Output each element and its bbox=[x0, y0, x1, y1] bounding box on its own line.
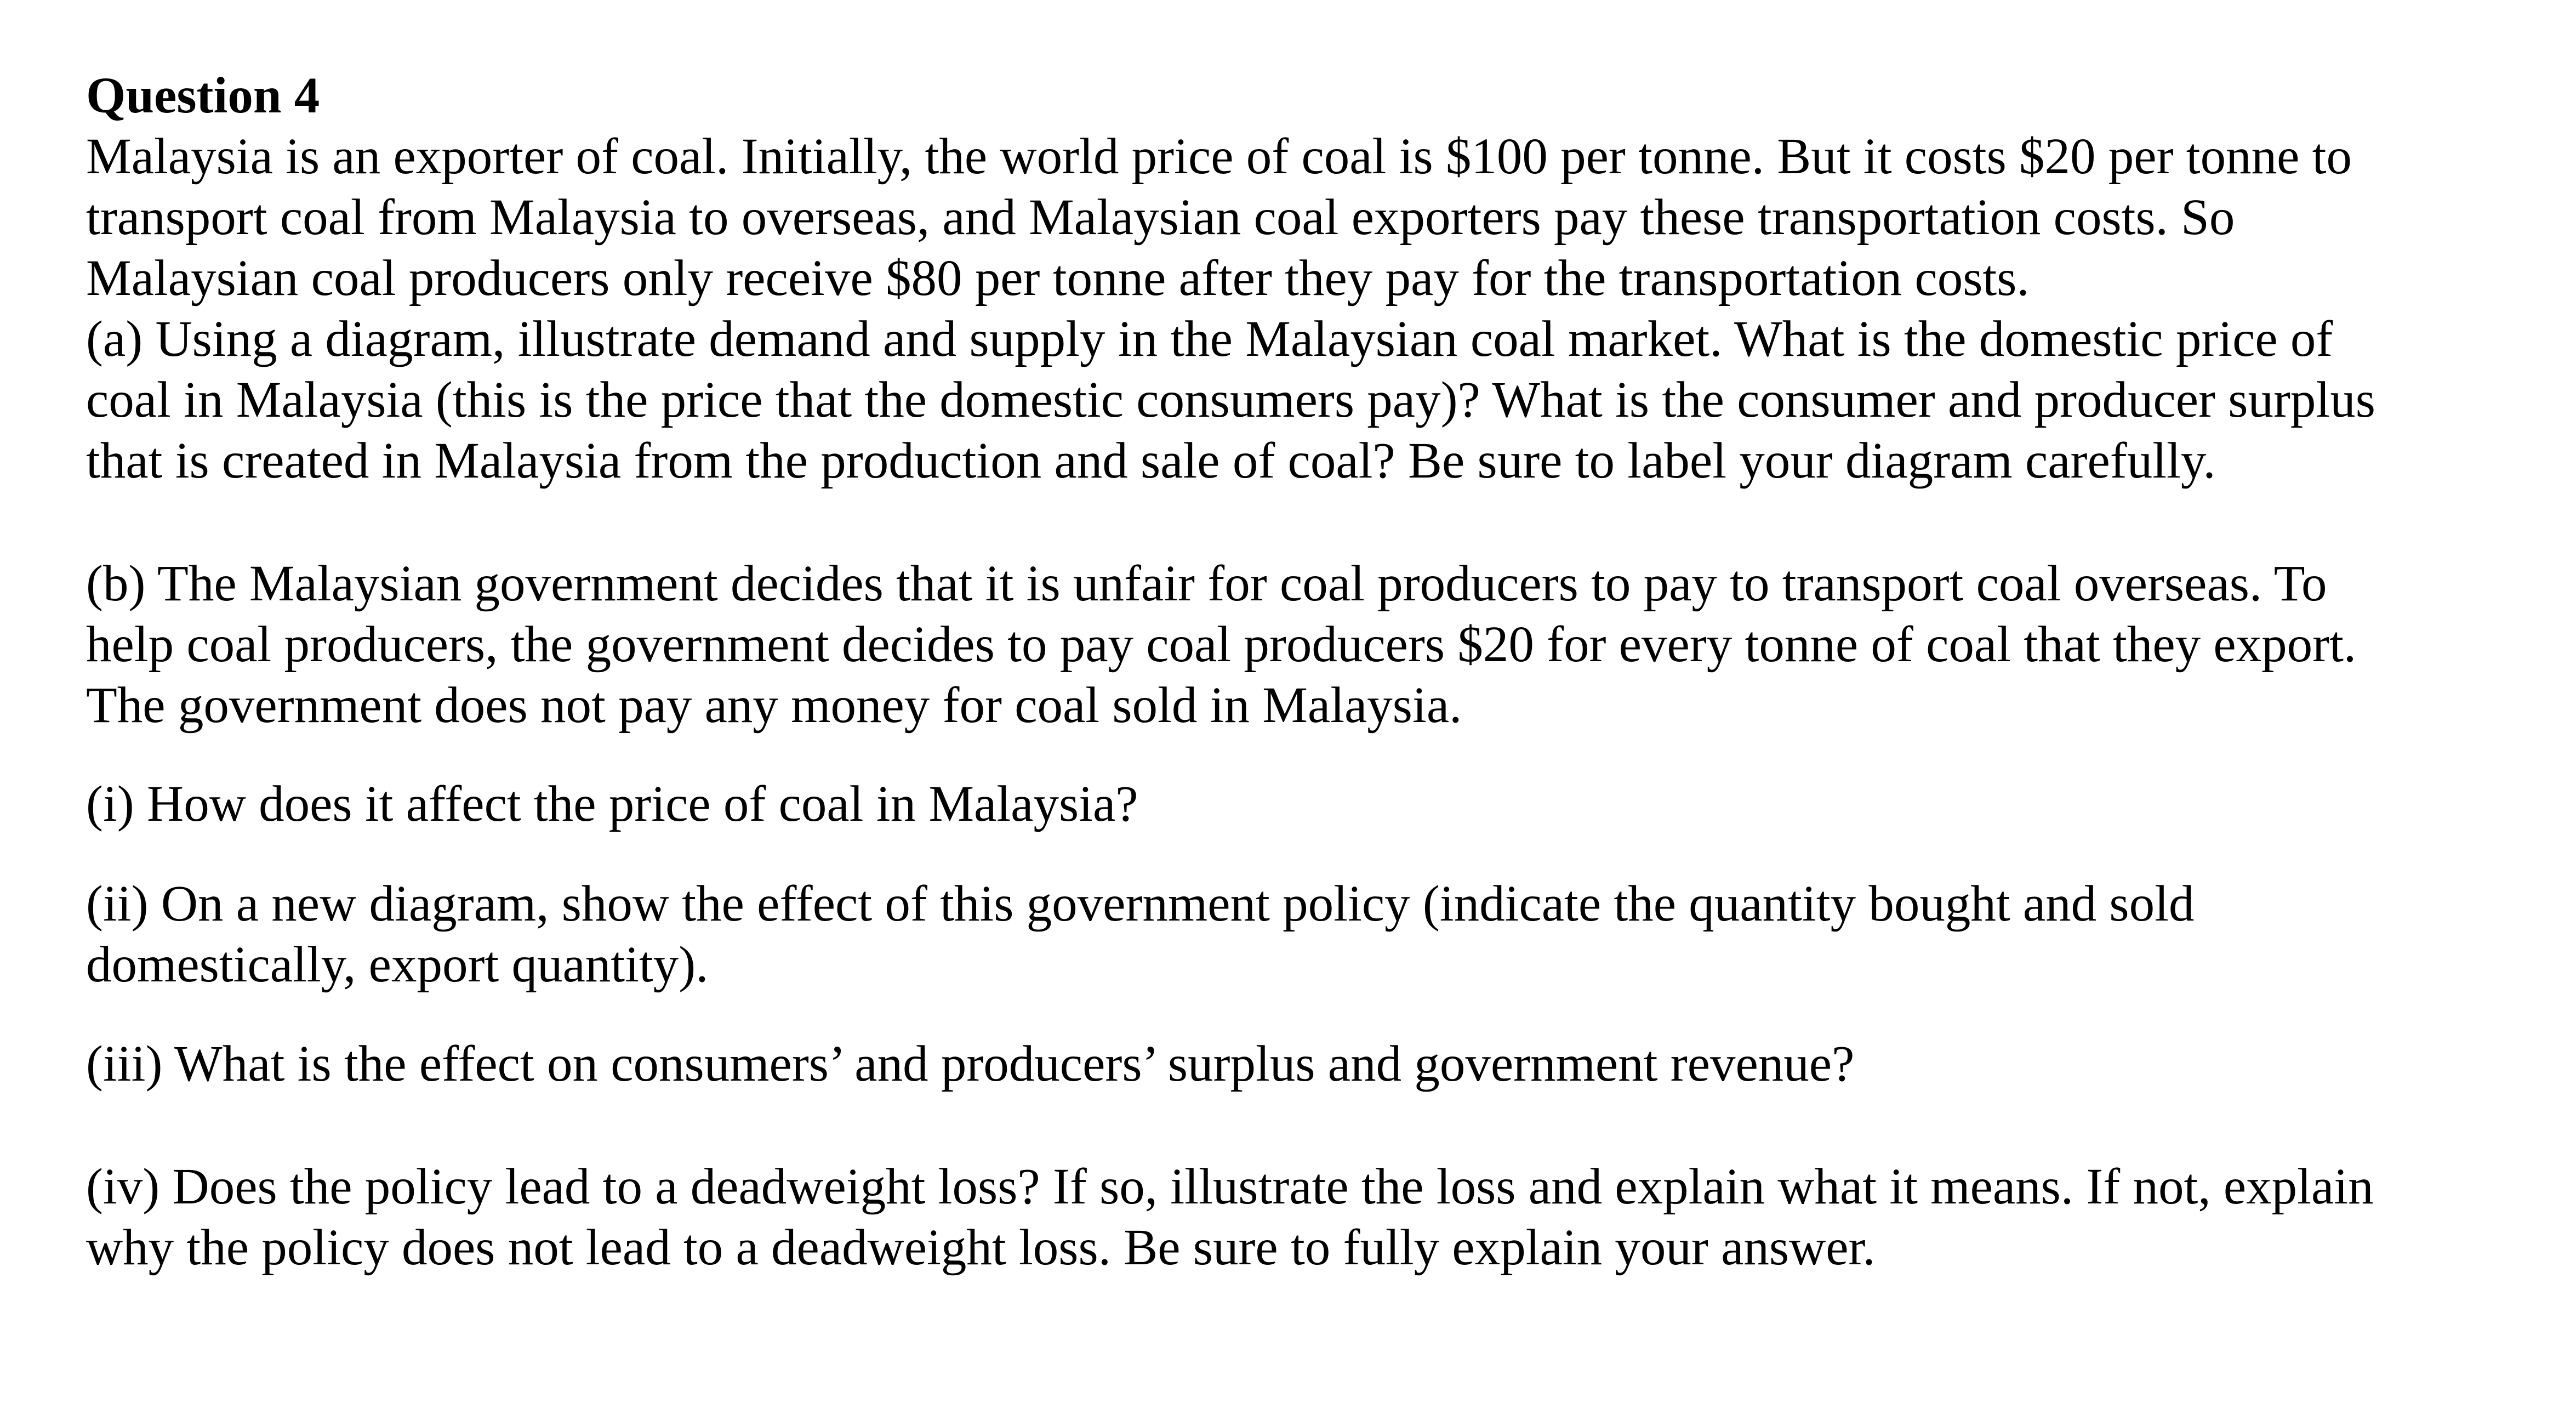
part-b-ii-line-2: domestically, export quantity). bbox=[86, 936, 709, 993]
part-b-i-line-1: (i) How does it affect the price of coal in Malaysia? bbox=[86, 776, 1138, 832]
part-b-iv-line-2: why the policy does not lead to a deadweight loss. Be sure to fully explain your answer. bbox=[86, 1219, 1876, 1276]
part-b-iii-line-1: (iii) What is the effect on consumers’ and producers’ surplus and government revenue? bbox=[86, 1036, 1855, 1092]
question-title: Question 4 bbox=[86, 67, 320, 124]
part-b-line-1: (b) The Malaysian government decides that it is unfair for coal producers to pay to transport coal overseas. To bbox=[86, 555, 2327, 612]
intro-line-3: Malaysian coal producers only receive $80 per tonne after they pay for the transportation costs. bbox=[86, 250, 2030, 306]
part-b-ii-line-1: (ii) On a new diagram, show the effect of this government policy (indicate the quantity bought and sold bbox=[86, 876, 2195, 932]
part-a-line-3: that is created in Malaysia from the production and sale of coal? Be sure to label your diagram carefully. bbox=[86, 433, 2216, 489]
part-b-iv-line-1: (iv) Does the policy lead to a deadweight loss? If so, illustrate the loss and explain what it means. If not, explain bbox=[86, 1158, 2374, 1215]
intro-line-2: transport coal from Malaysia to overseas, and Malaysian coal exporters pay these transportation costs. So bbox=[86, 189, 2235, 246]
part-b-line-3: The government does not pay any money for coal sold in Malaysia. bbox=[86, 677, 1462, 734]
part-a-line-2: coal in Malaysia (this is the price that the domestic consumers pay)? What is the consumer and producer surplus bbox=[86, 372, 2375, 428]
part-b-line-2: help coal producers, the government decides to pay coal producers $20 for every tonne of coal that they export. bbox=[86, 616, 2357, 673]
intro-line-1: Malaysia is an exporter of coal. Initially, the world price of coal is $100 per tonne. But it costs $20 per tonne to bbox=[86, 128, 2352, 185]
part-a-line-1: (a) Using a diagram, illustrate demand and supply in the Malaysian coal market. What is the domestic price of bbox=[86, 311, 2333, 367]
